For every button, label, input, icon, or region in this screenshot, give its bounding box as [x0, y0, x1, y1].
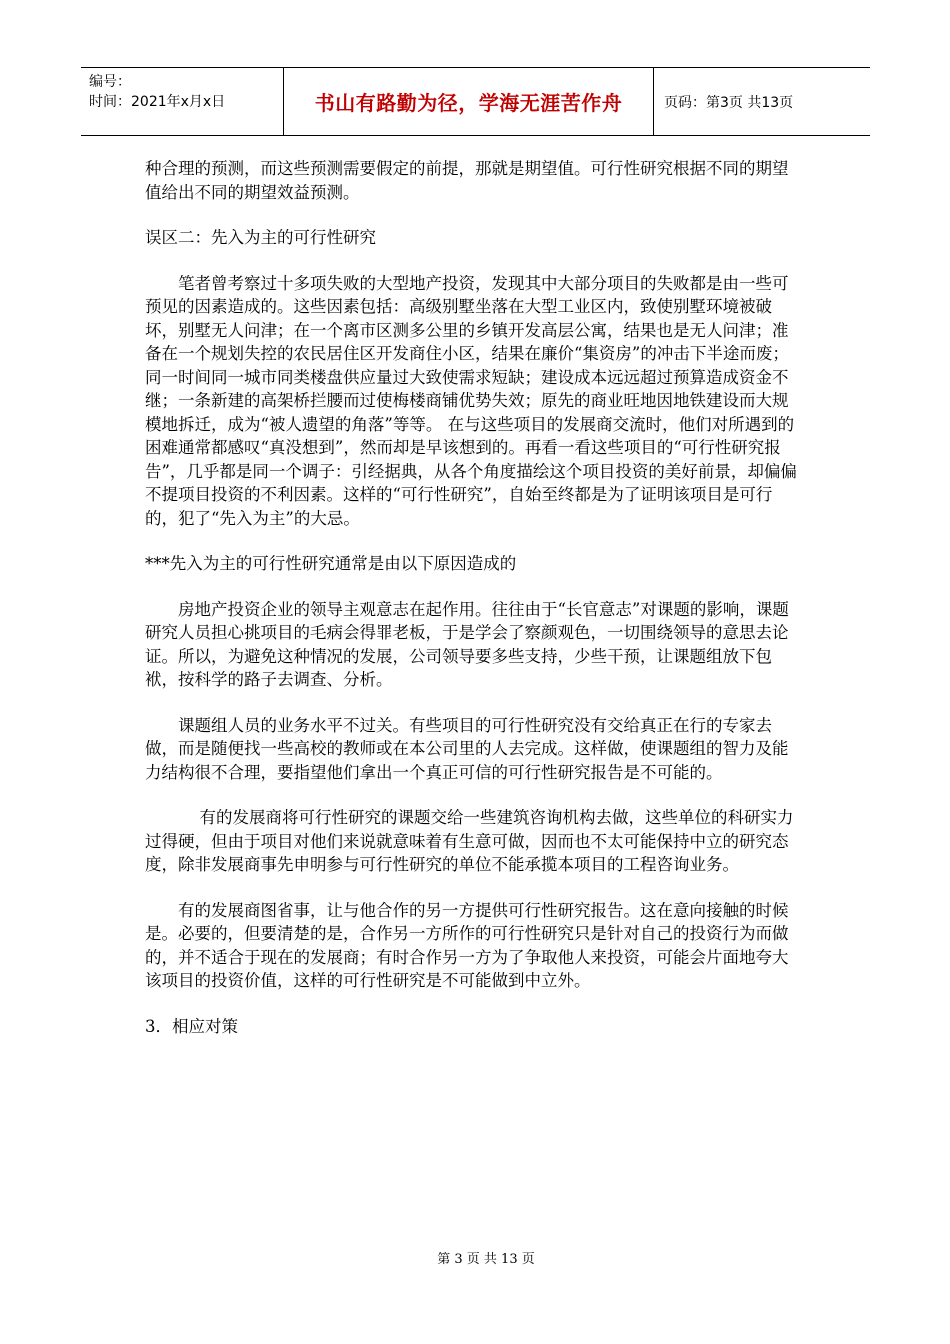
header-motto-cell — [284, 68, 654, 135]
paragraph: 房地产投资企业的领导主观意志在起作用。往往由于“长官意志”对课题的影响，课题研究人员担心挑项目的毛病会得罪老板，于是学会了察颜观色，一切围绕领导的意思去论证。所以，为避免这种情况的发展，公司领导要多些支持，少些干预，让课题组放下包袱，按科学的路子去调查、分析。 — [145, 599, 789, 689]
paragraph: 课题组人员的业务水平不过关。有些项目的可行性研究没有交给真正在行的专家去做，而是随便找一些高校的教师或在本公司里的人去完成。这样做，使课题组的智力及能力结构很不合理，要指望他们拿出一个真正可信的可行性研究报告是不可能的。 — [145, 715, 789, 782]
page-footer: 第 3 页 共 13 页 — [437, 1252, 535, 1267]
paragraph: 有的发展商将可行性研究的课题交给一些建筑咨询机构去做，这些单位的科研实力过得硬，但由于项目对他们来说就意味着有生意可做，因而也不太可能保持中立的研究态度，除非发展商事先申明参与可行性研究的单位不能承揽本项目的工程咨询业务。 — [145, 808, 794, 874]
subsection-heading: ***先入为主的可行性研究通常是由以下原因造成的 — [145, 554, 517, 573]
paragraph: 有的发展商图省事，让与他合作的另一方提供可行性研究报告。这在意向接触的时候是。必要的，但要清楚的是，合作另一方所作的可行性研究只是针对自己的投资行为而做的，并不适合于现在的发展商；有时合作另一方为了争取他人来投资，可能会片面地夸大该项目的投资价值，这样的可行性研究是不可能做到中立外。 — [145, 900, 789, 990]
document-date-label: 时间：2021年x月x日 — [89, 94, 226, 110]
document-number-label: 编号： — [89, 74, 131, 90]
header-meta — [81, 68, 284, 135]
section-heading: 3．相应对策 — [145, 1016, 238, 1036]
paragraph-continuation: 种合理的预测，而这些预测需要假定的前提，那就是期望值。可行性研究根据不同的期望值给出不同的期望效益预测。 — [145, 159, 789, 202]
page-header — [81, 67, 870, 136]
paragraph: 笔者曾考察过十多项失败的大型地产投资，发现其中大部分项目的失败都是由一些可预见的因素造成的。这些因素包括：高级别墅坐落在大型工业区内，致使别墅环境被破坏，别墅无人问津；在一个离市区测多公里的乡镇开发高层公寓，结果也是无人问津；准备在一个规划失控的农民居住区开发商住小区，结果在廉价“集资房”的冲击下半途而废；同一时间同一城市同类楼盘供应量过大致使需求短缺；建设成本远远超过预算造成资金不继；一条新建的高架桥拦腰而过使梅楼商铺优势失效；原先的商业旺地因地铁建设而大规模地拆迁，成为“被人遗望的角落”等等。 在与这些项目的发展商交流时，他们对所遇到的困难通常都感叹“真没想到”，然而却是早该想到的。再看一看这些项目的“可行性研究报告”，几乎都是同一个调子：引经据典，从各个角度描绘这个项目投资的美好前景，却偏偏不提项目投资的不利因素。这样的“可行性研究”，自始至终都是为了证明该项目是可行的，犯了“先入为主”的大忌。 — [145, 273, 797, 528]
section-heading: 误区二：先入为主的可行性研究 — [145, 228, 376, 247]
document-body — [145, 157, 800, 1038]
header-page-label: 页码：第3页 共13页 — [664, 94, 794, 111]
header-motto: 书山有路勤为径，学海无涯苦作舟 — [314, 91, 623, 115]
header-page-cell — [654, 68, 870, 135]
